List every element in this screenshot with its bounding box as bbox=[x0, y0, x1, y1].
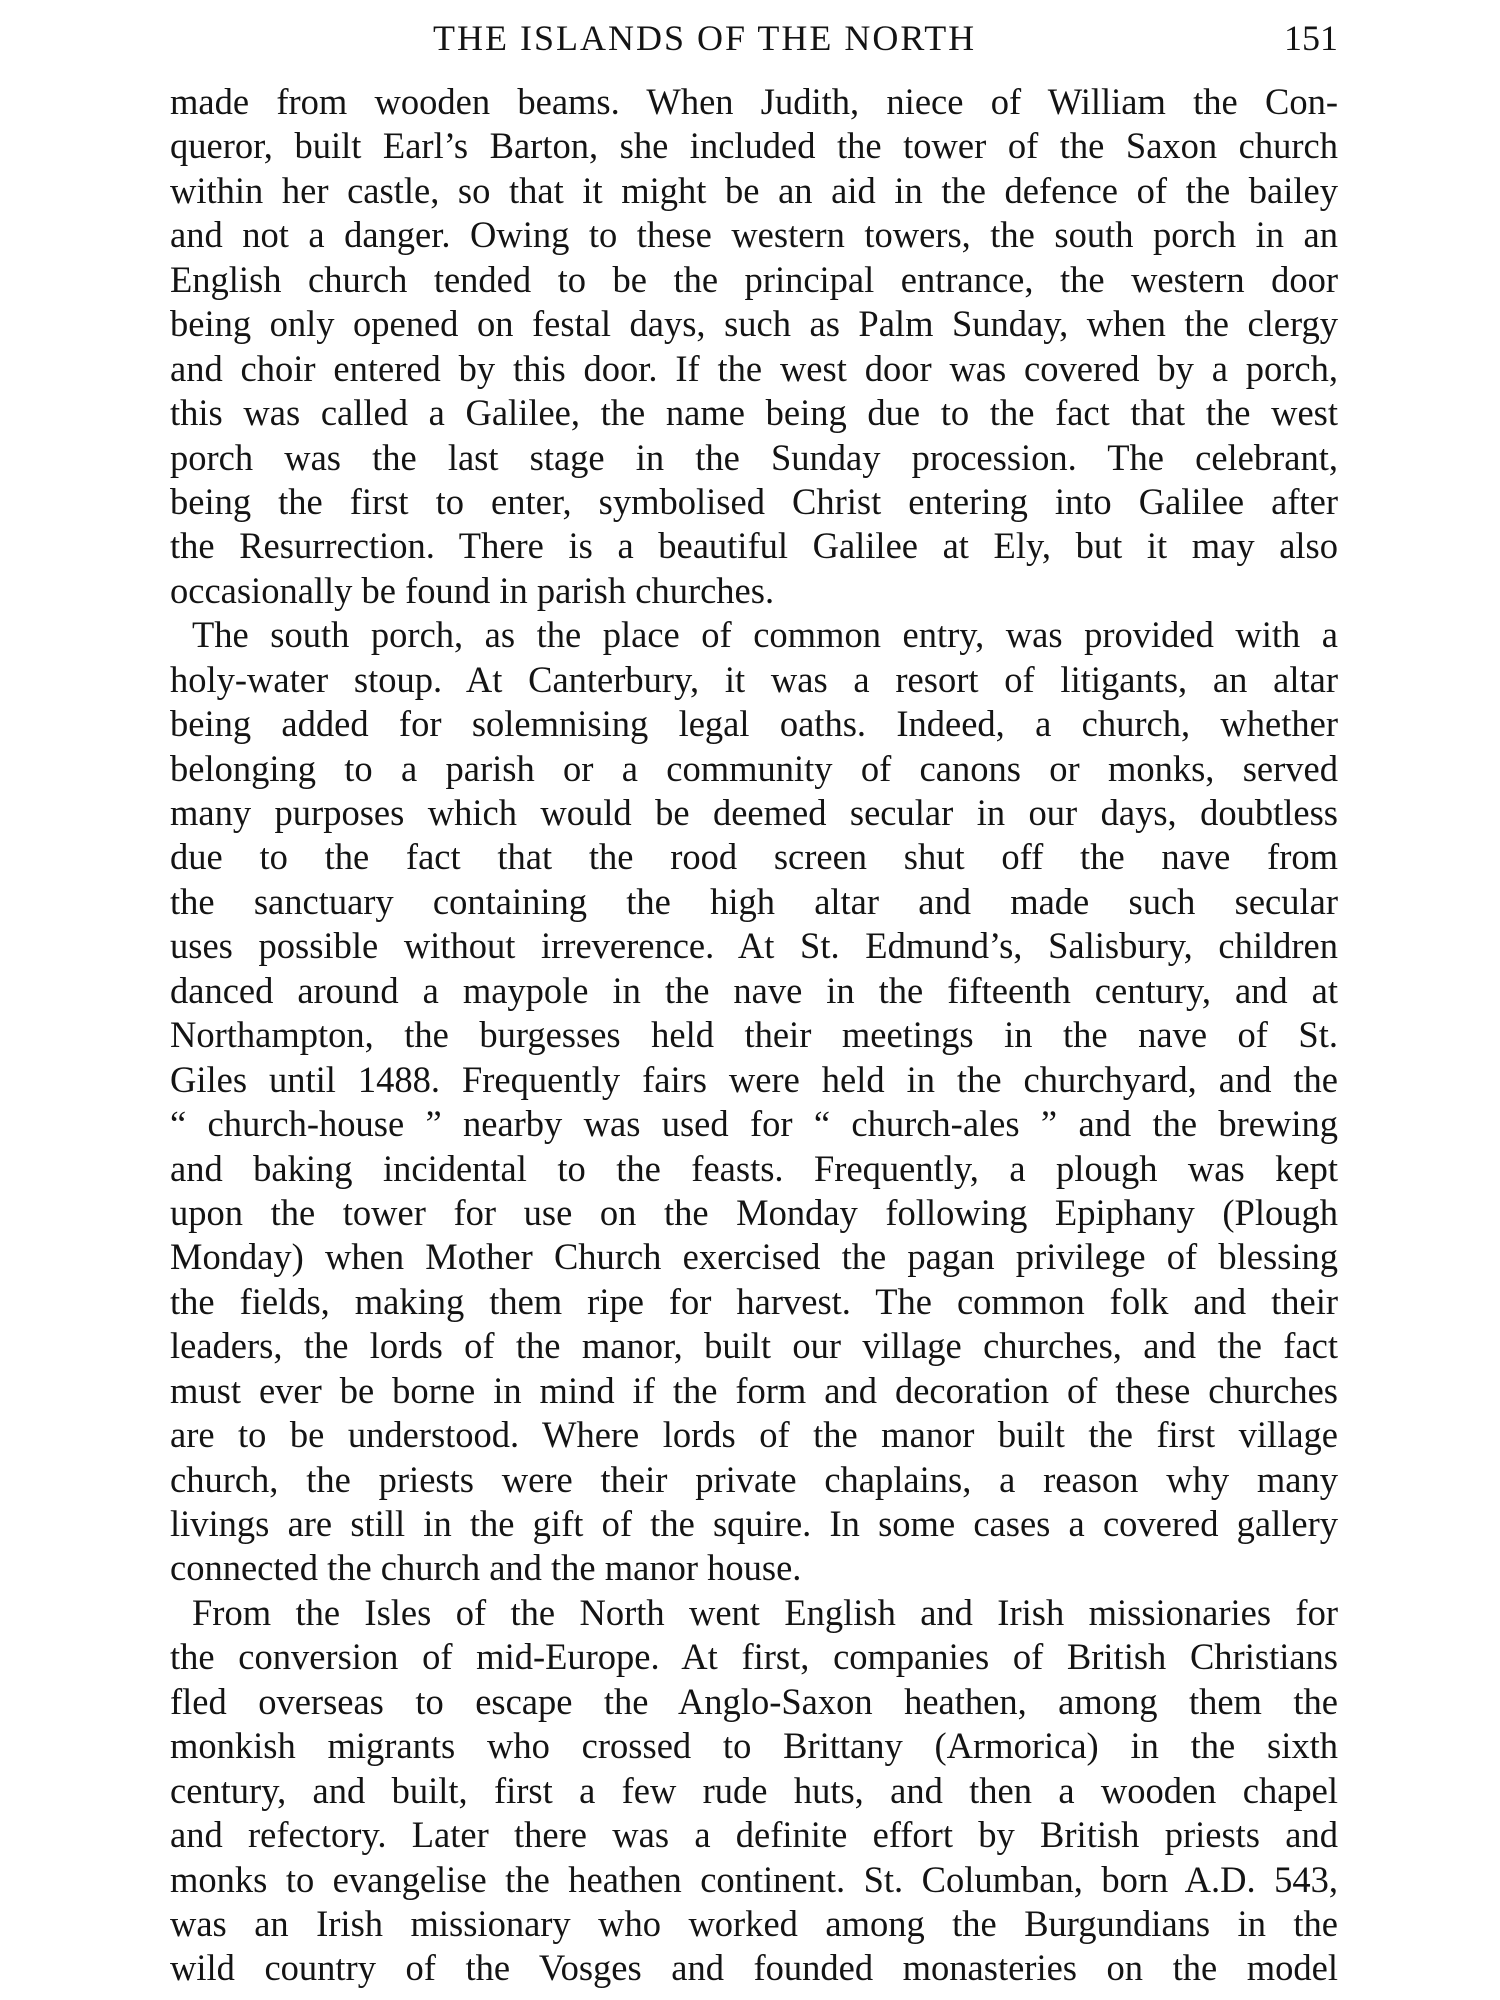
page-number: 151 bbox=[1284, 18, 1338, 58]
text-line: the sanctuary containing the high altar and made such secular bbox=[170, 880, 1338, 922]
text-line: wild country of the Vosges and founded monasteries on the model bbox=[170, 1947, 1338, 1989]
text-line: the Resurrection. There is a beautiful Galilee at Ely, but it may also bbox=[170, 525, 1338, 567]
text-line: being only opened on festal days, such as Palm Sunday, when the clergy bbox=[170, 303, 1338, 345]
text-line: monks to evangelise the heathen continent. St. Columban, born A.D. 543, bbox=[170, 1858, 1338, 1900]
body-text bbox=[170, 80, 1338, 1991]
text-line: Northampton, the burgesses held their meetings in the nave of St. bbox=[170, 1014, 1338, 1056]
text-line: are to be understood. Where lords of the manor built the first village bbox=[170, 1414, 1338, 1456]
text-line: century, and built, first a few rude huts, and then a wooden chapel bbox=[170, 1769, 1338, 1811]
text-line: being added for solemnising legal oaths. Indeed, a church, whether bbox=[170, 703, 1338, 745]
text-line: due to the fact that the rood screen shut off the nave from bbox=[170, 836, 1338, 878]
text-line: Giles until 1488. Frequently fairs were held in the churchyard, and the bbox=[170, 1058, 1338, 1100]
text-line: being the first to enter, symbolised Christ entering into Galilee after bbox=[170, 480, 1338, 522]
page-header bbox=[170, 12, 1338, 64]
text-line: fled overseas to escape the Anglo-Saxon heathen, among them the bbox=[170, 1680, 1338, 1722]
text-line: holy-water stoup. At Canterbury, it was a resort of litigants, an altar bbox=[170, 658, 1338, 700]
text-line: and choir entered by this door. If the west door was covered by a porch, bbox=[170, 347, 1338, 389]
running-head: THE ISLANDS OF THE NORTH bbox=[433, 18, 977, 58]
text-line: and refectory. Later there was a definite effort by British priests and bbox=[170, 1814, 1338, 1856]
text-line: belonging to a parish or a community of canons or monks, served bbox=[170, 747, 1338, 789]
text-line: within her castle, so that it might be an aid in the defence of the bailey bbox=[170, 169, 1338, 211]
text-line: leaders, the lords of the manor, built our village churches, and the fact bbox=[170, 1325, 1338, 1367]
text-line: uses possible without irreverence. At St. Edmund’s, Salisbury, children bbox=[170, 925, 1338, 967]
paragraph-start-line: The south porch, as the place of common entry, was provided with a bbox=[192, 614, 1338, 656]
text-line: must ever be borne in mind if the form and decoration of these churches bbox=[170, 1369, 1338, 1411]
text-line: many purposes which would be deemed secular in our days, doubtless bbox=[170, 792, 1338, 833]
text-line: “ church-house ” nearby was used for “ church-ales ” and the brewing bbox=[170, 1103, 1338, 1145]
paragraph-end-line: connected the church and the manor house. bbox=[170, 1547, 802, 1589]
text-line: and baking incidental to the feasts. Frequently, a plough was kept bbox=[170, 1147, 1338, 1189]
text-line: Monday) when Mother Church exercised the pagan privilege of blessing bbox=[170, 1236, 1338, 1278]
text-line: this was called a Galilee, the name being due to the fact that the west bbox=[170, 392, 1338, 434]
text-line: monkish migrants who crossed to Brittany (Armorica) in the sixth bbox=[170, 1725, 1338, 1767]
text-line: livings are still in the gift of the squire. In some cases a covered gallery bbox=[170, 1503, 1338, 1544]
text-line: and not a danger. Owing to these western towers, the south porch in an bbox=[170, 214, 1338, 256]
text-line: queror, built Earl’s Barton, she included the tower of the Saxon church bbox=[170, 125, 1338, 167]
text-line: church, the priests were their private chaplains, a reason why many bbox=[170, 1458, 1338, 1500]
text-line: the fields, making them ripe for harvest. The common folk and their bbox=[170, 1280, 1338, 1322]
text-line: porch was the last stage in the Sunday procession. The celebrant, bbox=[170, 436, 1338, 478]
paragraph-start-line: From the Isles of the North went English and Irish missionaries for bbox=[192, 1591, 1338, 1633]
text-line: upon the tower for use on the Monday following Epiphany (Plough bbox=[170, 1191, 1338, 1233]
text-line: the conversion of mid-Europe. At first, companies of British Christians bbox=[170, 1636, 1338, 1678]
text-line: English church tended to be the principal entrance, the western door bbox=[170, 258, 1338, 300]
text-line: made from wooden beams. When Judith, niece of William the Con- bbox=[170, 81, 1338, 122]
paragraph-end-line: occasionally be found in parish churches. bbox=[170, 569, 775, 611]
text-line: danced around a maypole in the nave in the fifteenth century, and at bbox=[170, 969, 1338, 1011]
text-line: was an Irish missionary who worked among the Burgundians in the bbox=[170, 1902, 1338, 1944]
